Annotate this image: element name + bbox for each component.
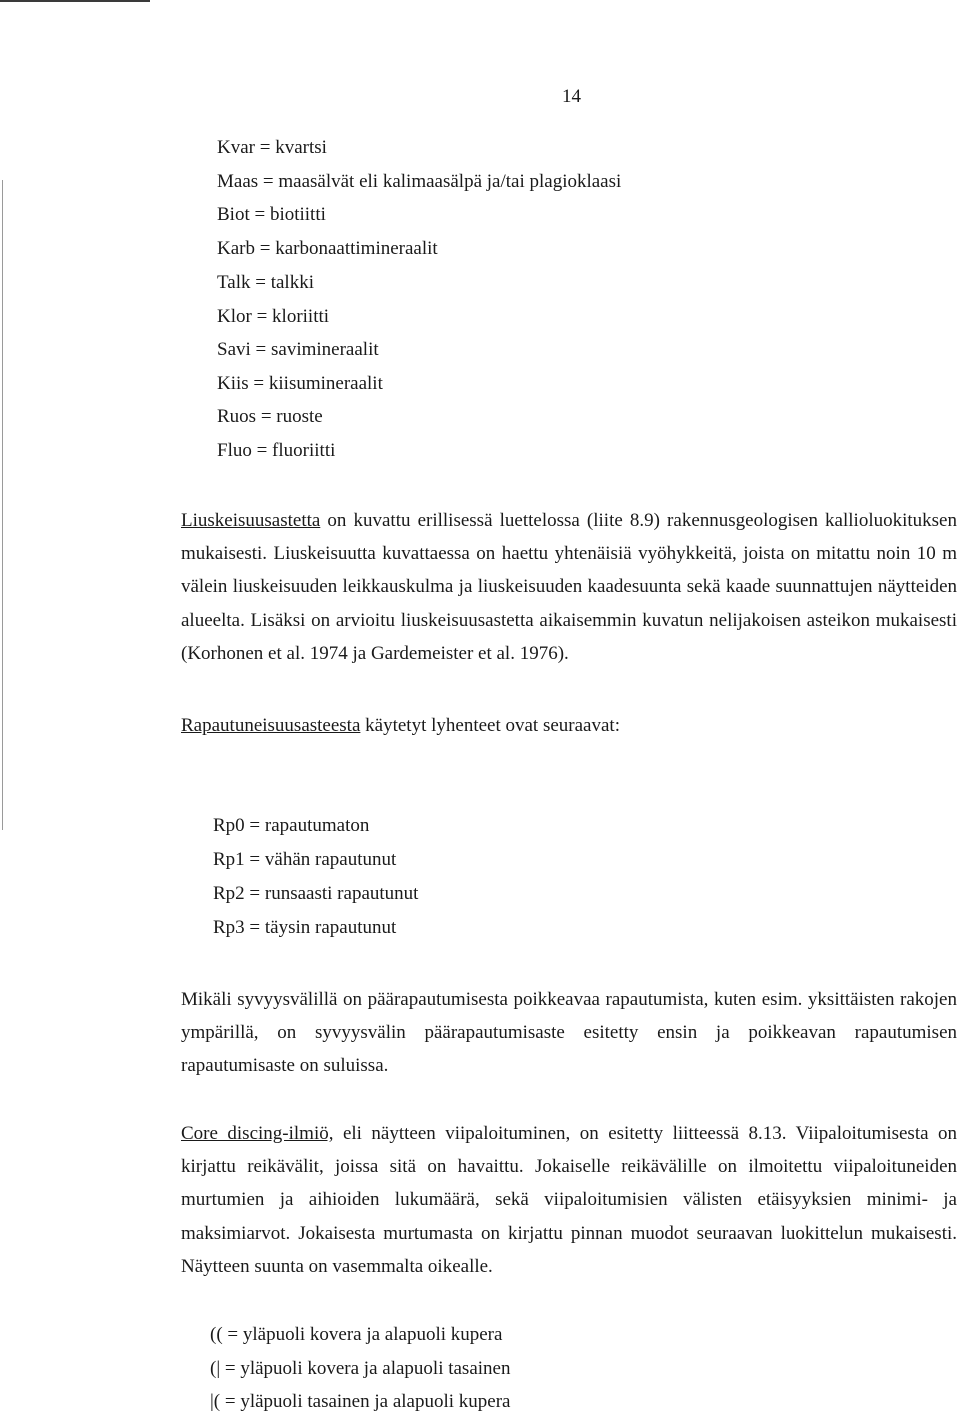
scan-edge-line [2, 180, 3, 830]
surface-shape-item: (( = yläpuoli kovera ja alapuoli kupera [210, 1324, 503, 1345]
schistosity-text: on kuvattu erillisessä luettelossa (liite 8.9) rakennusgeologisen kallioluokituksen mukaisesti. Liuskeisuutta kuvattaessa on haettu yhtenäisiä vyöhykkeitä, joista on mitattu noin 10 m välein liuskeisuuden leikkauskulma ja liuskeisuuden kaadesuunta sekä kaade suunnattujen näytteiden alueelta. Lisäksi on arvioitu liuskeisuusastetta aikaisemmin kuvatun nelijakoisen asteikon mukaisesti (Korhonen et al. 1974 ja Gardemeister et al. 1976). [181, 510, 957, 664]
page-number: 14 [562, 86, 581, 107]
weathering-intro-text: käytetyt lyhenteet ovat seuraavat: [360, 715, 620, 736]
abbreviation-item: Maas = maasälvät eli kalimaasälpä ja/tai plagioklaasi [217, 171, 622, 192]
weathering-intro [181, 709, 957, 742]
surface-shape-item: (| = yläpuoli kovera ja alapuoli tasainen [210, 1358, 511, 1379]
core-discing-paragraph [181, 1117, 957, 1283]
abbreviation-item: Savi = savimineraalit [217, 339, 379, 360]
weathering-note-paragraph: Mikäli syvyysvälillä on päärapautumisesta poikkeavaa rapautumista, kuten esim. yksittäisten rakojen ympärillä, on syvyysvälin päärapautumisaste esitetty ensin ja poikkeavan rapautumisen rapautumisaste on suluissa. [181, 989, 957, 1077]
abbreviation-item: Karb = karbonaattimineraalit [217, 238, 438, 259]
schistosity-paragraph [181, 504, 957, 670]
abbreviation-item: Kiis = kiisumineraalit [217, 373, 383, 394]
abbreviation-item: Kvar = kvartsi [217, 137, 327, 158]
scan-top-mark [0, 0, 150, 2]
weathering-grade-item: Rp2 = runsaasti rapautunut [213, 883, 419, 904]
surface-shape-item: |( = yläpuoli tasainen ja alapuoli kupera [210, 1391, 511, 1412]
abbreviation-item: Ruos = ruoste [217, 406, 323, 427]
weathering-term: Rapautuneisuusasteesta [181, 715, 361, 736]
schistosity-term: Liuskeisuusastetta [181, 510, 321, 531]
abbreviation-item: Klor = kloriitti [217, 306, 330, 327]
weathering-grade-item: Rp3 = täysin rapautunut [213, 917, 397, 938]
abbreviation-item: Talk = talkki [217, 272, 314, 293]
abbreviation-item: Biot = biotiitti [217, 204, 326, 225]
weathering-grade-item: Rp1 = vähän rapautunut [213, 849, 397, 870]
core-discing-text: eli näytteen viipaloituminen, on esitetty liitteessä 8.13. Viipaloitumisesta on kirjattu reikävälit, joissa sitä on havaittu. Jokaiselle reikävälille on ilmoitettu viipaloituneiden murtumien ja aihioiden lukumäärä, sekä viipaloitumisien välisten etäisyyksien minimi- ja maksimiarvot. Jokaisesta murtumasta on kirjattu pinnan muodot seuraavan luokittelun mukaisesti. Näytteen suunta on vasemmalta oikealle. [181, 1123, 958, 1277]
core-discing-term: Core discing-ilmiö, [181, 1123, 334, 1144]
weathering-grade-item: Rp0 = rapautumaton [213, 815, 370, 836]
abbreviation-item: Fluo = fluoriitti [217, 440, 336, 461]
